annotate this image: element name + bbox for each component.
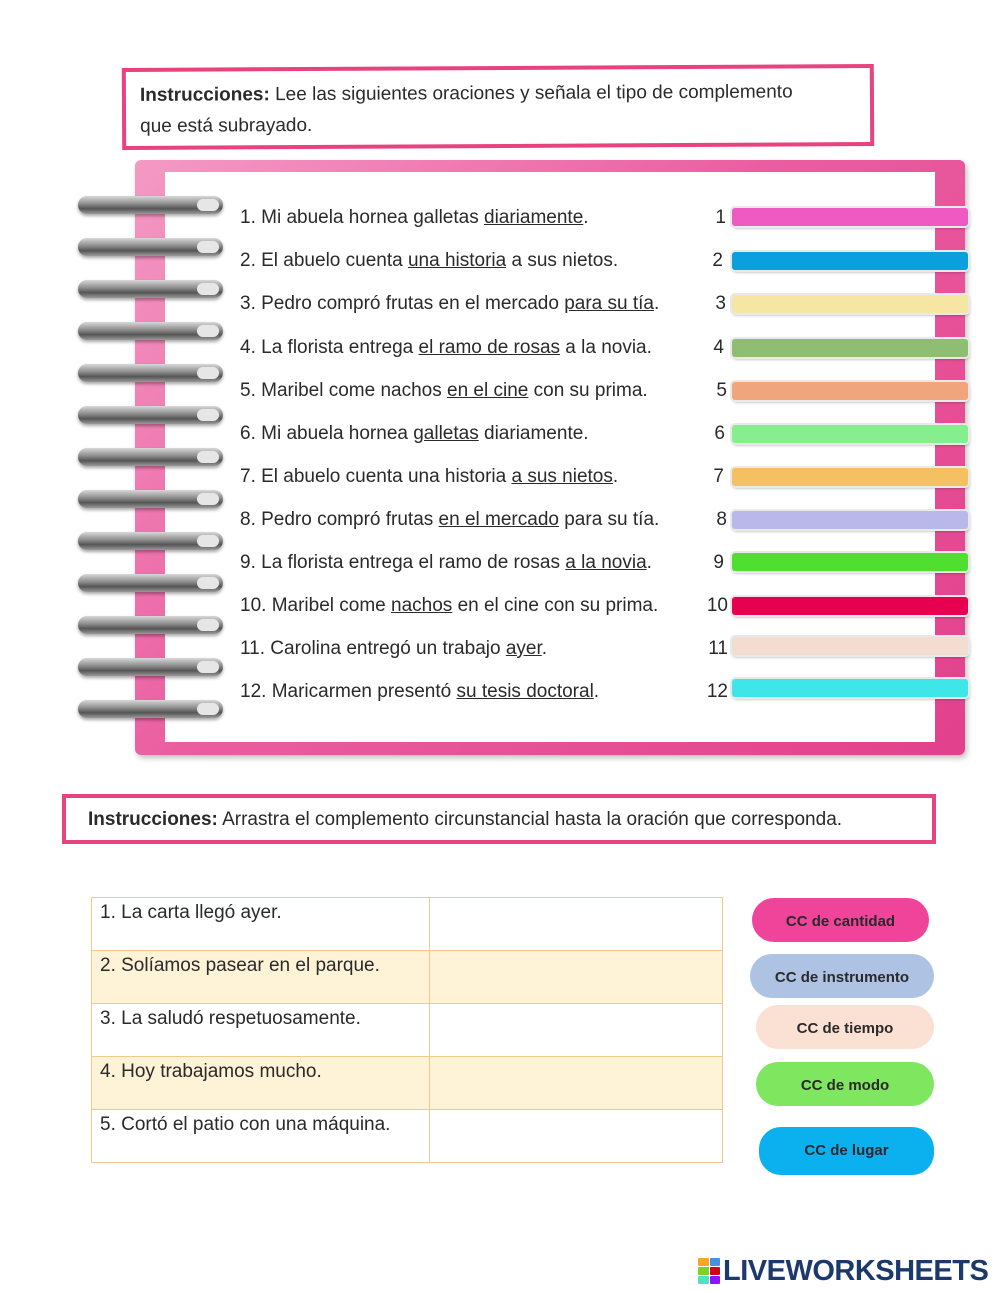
underlined-complement: en el cine [447,380,529,401]
answer-number-10: 10 [706,595,728,616]
logo-text: LIVEWORKSHEETS [723,1254,989,1287]
underlined-complement: ayer [505,638,542,659]
underlined-complement: su tesis doctoral [456,681,594,702]
table-row [92,1110,723,1163]
table-row [92,951,723,1004]
answer-dropzone-12[interactable] [732,679,968,697]
sentence-11: 11. Carolina entregó un trabajo ayer. [240,638,548,659]
underlined-complement: a la novia [565,552,647,573]
sentence-7: 7. El abuelo cuenta una historia a sus nietos. [240,466,619,487]
option-cc-instrumento[interactable]: CC de instrumento [750,954,934,998]
answer-dropzone-11[interactable] [732,637,968,655]
answer-dropzone-9[interactable] [732,553,968,571]
sentence-5: 5. Maribel come nachos en el cine con su prima. [240,380,648,401]
table-dropzone[interactable] [430,1057,723,1110]
underlined-complement: diariamente [484,207,584,228]
logo-blocks-icon [698,1258,720,1284]
spiral-ring [78,574,223,592]
answer-dropzone-7[interactable] [732,468,968,486]
table-sentence: 1. La carta llegó ayer. [92,898,430,951]
underlined-complement: una historia [407,250,507,271]
answer-dropzone-1[interactable] [732,208,968,226]
answer-number-7: 7 [713,466,724,487]
answer-dropzone-5[interactable] [732,382,968,400]
table-dropzone[interactable] [430,898,723,951]
underlined-complement: para su tía [564,293,654,314]
sentence-9: 9. La florista entrega el ramo de rosas a la novia. [240,552,652,573]
answer-number-9: 9 [713,552,724,573]
answer-dropzone-4[interactable] [732,339,968,357]
spiral-ring [78,406,223,424]
answer-dropzone-10[interactable] [732,597,968,615]
table-row [92,1057,723,1110]
table-sentence: 2. Solíamos pasear en el parque. [92,951,430,1004]
sentence-10: 10. Maribel come nachos en el cine con su prima. [240,595,659,616]
spiral-ring [78,448,223,466]
sentence-12: 12. Maricarmen presentó su tesis doctoral. [240,681,600,702]
spiral-ring [78,196,223,214]
answer-number-1: 1 [715,207,726,228]
instructions-box-2 [62,794,936,844]
instructions-text-2: Arrastra el complemento circunstancial hasta la oración que corresponda. [217,809,843,830]
answer-number-6: 6 [714,423,725,444]
sentence-4: 4. La florista entrega el ramo de rosas a la novia. [240,337,652,358]
answer-number-8: 8 [716,509,727,530]
table-row [92,898,723,951]
sentence-6: 6. Mi abuela hornea galletas diariamente. [240,423,589,444]
table-sentence: 3. La saludó respetuosamente. [92,1004,430,1057]
sentence-1: 1. Mi abuela hornea galletas diariamente. [240,207,589,228]
instructions-label-2: Instrucciones: [88,809,218,830]
option-cc-cantidad[interactable]: CC de cantidad [752,898,929,942]
spiral-ring [78,700,223,718]
underlined-complement: a sus nietos [511,466,613,487]
sentence-2: 2. El abuelo cuenta una historia a sus nietos. [240,250,619,271]
spiral-ring [78,616,223,634]
spiral-ring [78,490,223,508]
instructions-label-1: Instrucciones: [139,84,270,106]
answer-number-11: 11 [708,638,728,659]
underlined-complement: en el mercado [438,509,559,530]
option-cc-modo[interactable]: CC de modo [756,1062,934,1106]
option-cc-tiempo[interactable]: CC de tiempo [756,1005,934,1049]
answer-number-2: 2 [712,250,723,271]
answer-dropzone-8[interactable] [732,511,968,529]
liveworksheets-logo [698,1255,988,1287]
answer-number-5: 5 [716,380,727,401]
answer-dropzone-2[interactable] [732,252,968,270]
table-dropzone[interactable] [430,951,723,1004]
instructions-text-1b: que está subrayado. [140,114,313,137]
spiral-ring [78,238,223,256]
spiral-ring [78,322,223,340]
drag-match-table [91,897,723,1163]
answer-number-3: 3 [715,293,726,314]
underlined-complement: nachos [391,595,453,616]
table-sentence: 5. Cortó el patio con una máquina. [92,1110,430,1163]
underlined-complement: galletas [413,423,479,444]
underlined-complement: el ramo de rosas [418,337,561,358]
answer-number-4: 4 [713,337,724,358]
answer-dropzone-6[interactable] [732,425,968,443]
spiral-ring [78,532,223,550]
answer-dropzone-3[interactable] [732,295,968,313]
sentence-3: 3. Pedro compró frutas en el mercado para su tía. [240,293,660,314]
option-cc-lugar[interactable]: CC de lugar [759,1127,934,1175]
instructions-box-1 [122,64,874,150]
table-dropzone[interactable] [430,1004,723,1057]
spiral-ring [78,658,223,676]
table-sentence: 4. Hoy trabajamos mucho. [92,1057,430,1110]
spiral-ring [78,280,223,298]
table-dropzone[interactable] [430,1110,723,1163]
answer-number-12: 12 [706,681,728,702]
spiral-ring [78,364,223,382]
sentence-8: 8. Pedro compró frutas en el mercado para su tía. [240,509,660,530]
table-row [92,1004,723,1057]
instructions-text-1: Lee las siguientes oraciones y señala el tipo de complemento [269,81,793,106]
